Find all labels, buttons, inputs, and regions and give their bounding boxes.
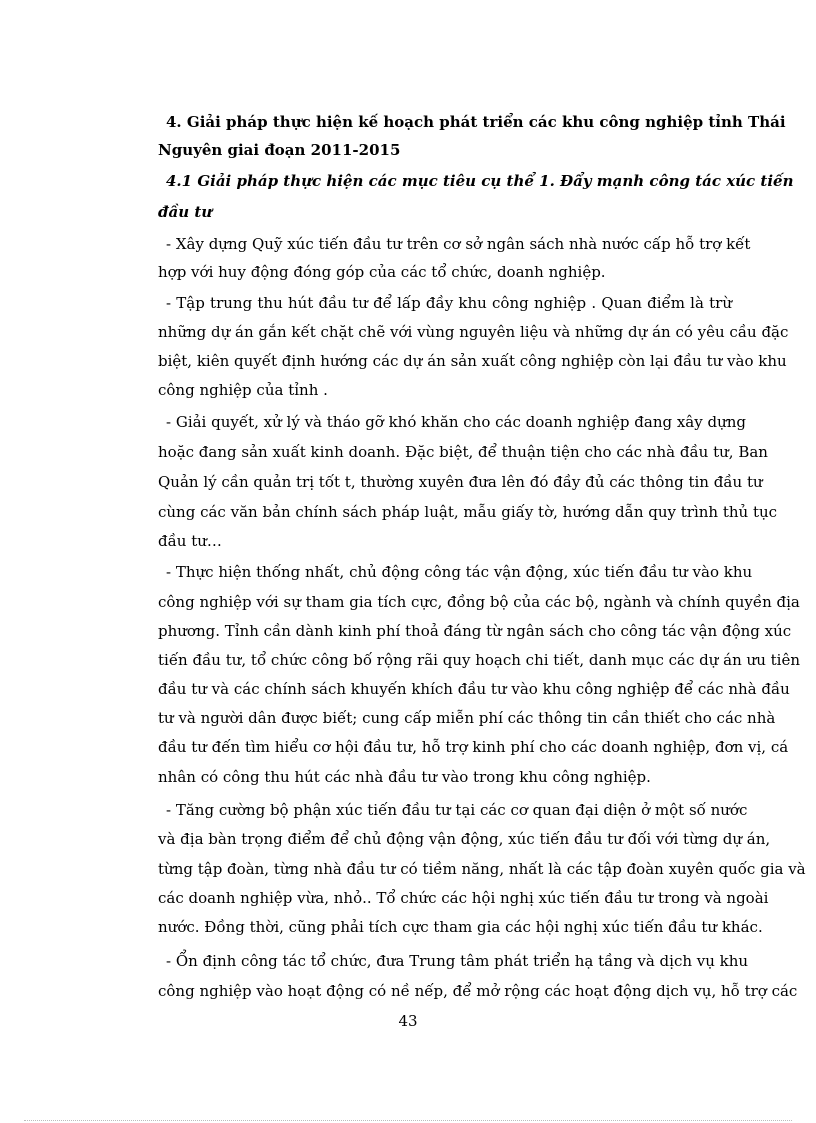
subsection-heading-line-2: đầu tư — [158, 203, 213, 221]
paragraph-4-line-4: tiến đầu tư, tổ chức công bố rộng rãi quy hoạch chi tiết, danh mục các dự án ưu tiên — [158, 651, 800, 669]
paragraph-2-line-4: công nghiệp của tỉnh . — [158, 381, 328, 399]
paragraph-5-line-3: từng tập đoàn, từng nhà đầu tư có tiềm năng, nhất là các tập đoàn xuyên quốc gia và — [158, 860, 806, 878]
paragraph-4-line-3: phương. Tỉnh cần dành kinh phí thoả đáng từ ngân sách cho công tác vận động xúc — [158, 622, 792, 640]
paragraph-4-line-7: đầu tư đến tìm hiểu cơ hội đầu tư, hỗ trợ kinh phí cho các doanh nghiệp, đơn vị, cá — [158, 738, 789, 756]
paragraph-2-line-3: biệt, kiên quyết định hướng các dự án sản xuất công nghiệp còn lại đầu tư vào khu — [158, 352, 787, 370]
paragraph-2-line-1: - Tập trung thu hút đầu tư để lấp đầy khu công nghiệp . Quan điểm là trừ — [166, 294, 732, 312]
paragraph-4-line-2: công nghiệp với sự tham gia tích cực, đồng bộ của các bộ, ngành và chính quyền địa — [158, 593, 800, 611]
paragraph-5-line-5: nước. Đồng thời, cũng phải tích cực tham gia các hội nghị xúc tiến đầu tư khác. — [158, 918, 763, 936]
page-bottom-divider — [24, 1120, 792, 1121]
paragraph-5-line-2: và địa bàn trọng điểm để chủ động vận động, xúc tiến đầu tư đối với từng dự án, — [158, 830, 771, 848]
section-heading-line-1: 4. Giải pháp thực hiện kế hoạch phát triển các khu công nghiệp tỉnh Thái — [166, 113, 786, 131]
paragraph-3-line-2: hoặc đang sản xuất kinh doanh. Đặc biệt, để thuận tiện cho các nhà đầu tư, Ban — [158, 443, 768, 461]
paragraph-6-line-2: công nghiệp vào hoạt động có nề nếp, để mở rộng các hoạt động dịch vụ, hỗ trợ các — [158, 982, 798, 1000]
section-heading-line-2: Nguyên giai đoạn 2011-2015 — [158, 141, 401, 159]
paragraph-2-line-2: những dự án gắn kết chặt chẽ với vùng nguyên liệu và những dự án có yêu cầu đặc — [158, 323, 789, 341]
paragraph-3-line-5: đầu tư… — [158, 532, 222, 550]
paragraph-4-line-8: nhân có công thu hút các nhà đầu tư vào trong khu công nghiệp. — [158, 768, 651, 786]
subsection-heading-line-1: 4.1 Giải pháp thực hiện các mục tiêu cụ thể 1. Đẩy mạnh công tác xúc tiến — [166, 172, 794, 190]
paragraph-1-line-2: hợp với huy động đóng góp của các tổ chức, doanh nghiệp. — [158, 263, 606, 281]
paragraph-5-line-1: - Tăng cường bộ phận xúc tiến đầu tư tại các cơ quan đại diện ở một số nước — [166, 801, 748, 819]
paragraph-1-line-1: - Xây dựng Quỹ xúc tiến đầu tư trên cơ sở ngân sách nhà nước cấp hỗ trợ kết — [166, 235, 751, 253]
paragraph-3-line-4: cùng các văn bản chính sách pháp luật, mẫu giấy tờ, hướng dẫn quy trình thủ tục — [158, 503, 778, 521]
paragraph-5-line-4: các doanh nghiệp vừa, nhỏ.. Tổ chức các hội nghị xúc tiến đầu tư trong và ngoài — [158, 889, 769, 907]
paragraph-4-line-1: - Thực hiện thống nhất, chủ động công tác vận động, xúc tiến đầu tư vào khu — [166, 563, 753, 581]
paragraph-4-line-5: đầu tư và các chính sách khuyến khích đầu tư vào khu công nghiệp để các nhà đầu — [158, 680, 790, 698]
paragraph-4-line-6: tư và người dân được biết; cung cấp miễn phí các thông tin cần thiết cho các nhà — [158, 709, 776, 727]
paragraph-3-line-3: Quản lý cần quản trị tốt t, thường xuyên đưa lên đó đầy đủ các thông tin đầu tư — [158, 473, 763, 491]
paragraph-3-line-1: - Giải quyết, xử lý và tháo gỡ khó khăn cho các doanh nghiệp đang xây dựng — [166, 413, 747, 431]
paragraph-6-line-1: - Ổn định công tác tổ chức, đưa Trung tâm phát triển hạ tầng và dịch vụ khu — [166, 952, 749, 970]
page-number: 43 — [398, 1012, 418, 1030]
